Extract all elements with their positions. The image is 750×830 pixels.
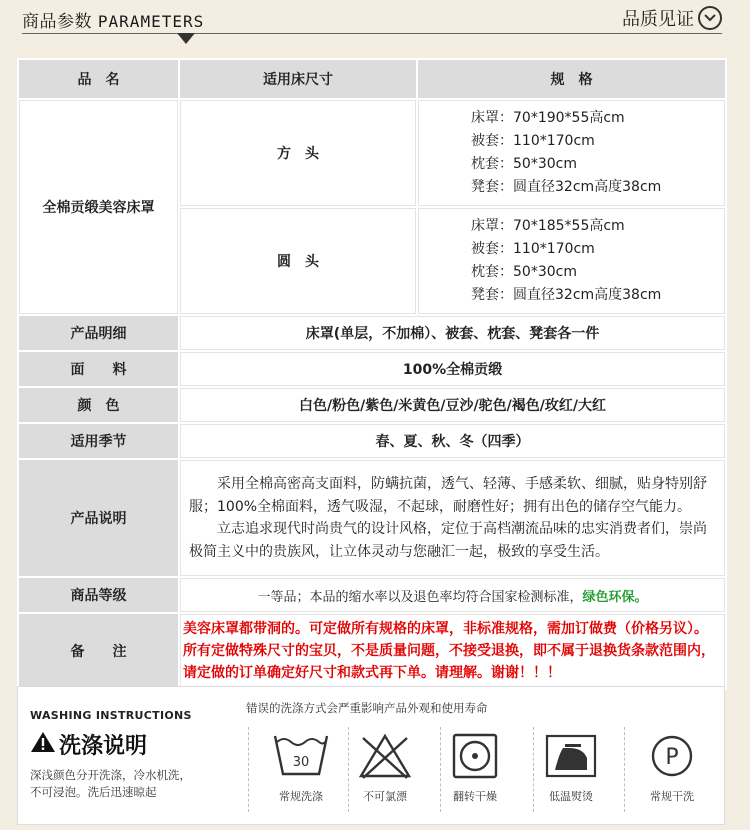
chevron-down-circle-icon[interactable] — [698, 6, 722, 30]
iron-icon — [531, 732, 611, 812]
spec-line: 枕套：50*30cm — [471, 156, 577, 172]
table-row — [19, 100, 725, 206]
table-header-row — [19, 60, 725, 98]
grade-text: 一等品；本品的缩水率以及退色率均符合国家检测标准， — [257, 589, 583, 605]
page-header — [0, 0, 750, 48]
table-row — [19, 614, 725, 688]
spec-line: 凳套：圆直径32cm高度38cm — [471, 179, 662, 195]
fabric-label: 面 料 — [19, 352, 178, 386]
tumble-dry-icon — [435, 732, 515, 812]
description-text — [180, 460, 725, 576]
washing-title-en: WASHING INSTRUCTIONS — [30, 709, 192, 722]
size-square-head: 方 头 — [180, 100, 416, 206]
washing-title-cn — [30, 729, 147, 761]
eco-badge: 绿色环保。 — [582, 589, 648, 605]
dry-clean-icon — [632, 732, 712, 812]
tumble-dry-label: 翻转干燥 — [453, 790, 497, 803]
quality-witness[interactable] — [622, 5, 722, 32]
fabric-value: 100%全棉贡缎 — [180, 352, 725, 386]
no-bleach-icon — [345, 732, 425, 812]
grade-value — [180, 578, 725, 612]
divider — [248, 727, 249, 812]
washing-warning-note: 错误的洗涤方式会严重影响产品外观和使用寿命 — [246, 701, 488, 715]
header-title-cn: 商品参数 — [22, 12, 92, 32]
grade-label: 商品等级 — [19, 578, 178, 612]
season-value: 春、夏、秋、冬（四季） — [180, 424, 725, 458]
details-label: 产品明细 — [19, 316, 178, 350]
washing-tip-line: 深浅颜色分开洗涤，冷水机洗， — [30, 768, 191, 782]
wash-temp: 30 — [292, 755, 310, 770]
table-row — [19, 316, 725, 350]
wash-label: 常规洗涤 — [279, 790, 323, 803]
details-value: 床罩(单层，不加棉）、被套、枕套、凳套各一件 — [180, 316, 725, 350]
color-value: 白色/粉色/紫色/米黄色/豆沙/驼色/褐色/玫红/大红 — [180, 388, 725, 422]
col-head-size: 适用床尺寸 — [180, 60, 416, 98]
color-label: 颜 色 — [19, 388, 178, 422]
table-row — [19, 424, 725, 458]
spec-line: 凳套：圆直径32cm高度38cm — [471, 287, 662, 303]
spec-line: 床罩：70*190*55高cm — [471, 110, 625, 126]
quality-witness-label: 品质见证 — [622, 9, 694, 30]
divider — [624, 727, 625, 812]
no-bleach-label: 不可氯漂 — [363, 790, 407, 803]
table-row — [19, 460, 725, 576]
description-label: 产品说明 — [19, 460, 178, 576]
wash-tub-icon — [261, 732, 341, 812]
description-paragraph: 立志追求现代时尚贵气的设计风格，定位于高档潮流品味的忠实消费者们，崇尚极简主义中的贵族风，让立体灵动与您融汇一起，极致的享受生活。 — [189, 521, 707, 560]
header-pointer — [177, 33, 195, 44]
table-row — [19, 578, 725, 612]
product-name: 全棉贡缎美容床罩 — [19, 100, 178, 314]
iron-label: 低温熨烫 — [549, 790, 593, 803]
spec-line: 床罩：70*185*55高cm — [471, 218, 625, 234]
washing-tip — [30, 767, 191, 801]
col-head-spec: 规 格 — [418, 60, 725, 98]
header-title-en: PARAMETERS — [97, 12, 205, 31]
dry-clean-label: 常规干洗 — [650, 790, 694, 803]
description-paragraph: 采用全棉高密高支面料，防螨抗菌，透气、轻薄、手感柔软、细腻，贴身特别舒服；100%全棉面料，透气吸湿，不起球，耐磨性好；拥有出色的储存空气能力。 — [189, 476, 707, 515]
washing-title-cn-text: 洗涤说明 — [59, 734, 148, 759]
spec-line: 被套：110*170cm — [471, 133, 595, 149]
washing-panel — [17, 686, 725, 825]
header-divider — [22, 33, 722, 34]
dry-clean-letter: P — [665, 745, 679, 770]
spec-line: 被套：110*170cm — [471, 241, 595, 257]
spec-line: 枕套：50*30cm — [471, 264, 577, 280]
table-row — [19, 352, 725, 386]
remark-label: 备 注 — [19, 614, 178, 688]
remark-value: 美容床罩都带洞的。可定做所有规格的床罩，非标准规格，需加订做费（价格另议）。所有定做特殊尺寸的宝贝，不是质量问题，不接受退换，即不属于退换货条款范围内，请定做的订单确定好尺寸和款式再下单。请理解。谢谢！！！ — [180, 614, 725, 688]
col-head-name: 品 名 — [19, 60, 178, 98]
size-round-head: 圆 头 — [180, 208, 416, 314]
spec-round-head — [418, 208, 725, 314]
warning-icon — [30, 731, 56, 759]
table-row — [19, 388, 725, 422]
spec-square-head — [418, 100, 725, 206]
header-title — [22, 7, 204, 32]
parameter-table — [17, 58, 727, 690]
season-label: 适用季节 — [19, 424, 178, 458]
washing-tip-line: 不可浸泡。洗后迅速晾起 — [30, 785, 157, 799]
